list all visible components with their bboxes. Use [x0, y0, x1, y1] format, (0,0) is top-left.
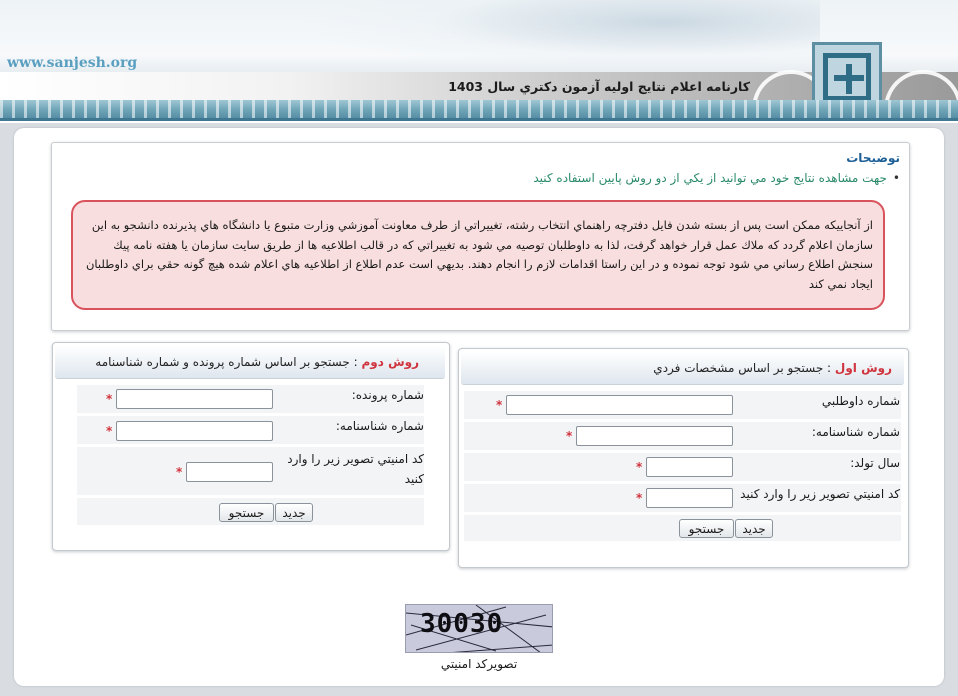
- method2-new-button[interactable]: جديد: [275, 503, 313, 522]
- warning-box: [71, 200, 885, 310]
- method1-header: [461, 352, 904, 385]
- required-mark: *: [106, 392, 113, 406]
- method1-title: جستجو بر اساس مشخصات فردي: [653, 361, 824, 375]
- method1-captcha-input[interactable]: [646, 488, 733, 508]
- method2-search-button[interactable]: جستجو: [219, 503, 274, 522]
- birth-year-input[interactable]: [646, 457, 733, 477]
- method2-separator: :: [349, 355, 362, 369]
- id-number-label: شماره شناسنامه:: [811, 425, 900, 439]
- description-title: توضيحات: [846, 151, 900, 165]
- applicant-number-label: شماره داوطلبي: [821, 394, 900, 408]
- birth-year-label: سال تولد:: [850, 456, 900, 470]
- required-mark: *: [496, 398, 503, 412]
- header-divider: [0, 118, 958, 121]
- id-number-input[interactable]: [576, 426, 733, 446]
- captcha-image: [405, 604, 553, 653]
- method1-separator: :: [823, 361, 835, 375]
- method2-label: روش دوم: [361, 355, 419, 369]
- warning-text: از آنجاييكه ممكن است پس از بسته شدن فايل دفترچه راهنماي انتخاب رشته، تغييراتي از طرف معاونت آموزشي وزارت متبوع يا دانشگاه هاي پذيرنده دانشجو به اين سازمان اعلام گردد كه ملاك عمل قرار خواهد گرفت، لذا به داوطلبان توصيه مي شود به تغييراتي كه در قالب اطلاعيه ها از طريق سايت سازمان يا هفته نامه پيك سنجش اطلاع رساني مي شود توجه نموده و در اين راستا اقدامات لازم را انجام دهند. بديهي است عدم اطلاع از اطلاعيه هاي اعلام شده هيچ گونه حقي براي داوطلبان ايجاد نمي كند: [85, 218, 873, 291]
- method2-header: [55, 346, 445, 379]
- method2-id-number-input[interactable]: [116, 421, 273, 441]
- required-mark: *: [566, 429, 573, 443]
- captcha-label: تصويركد امنيتي: [440, 657, 518, 671]
- method1-label: روش اول: [834, 361, 892, 375]
- bullet-icon: •: [892, 171, 900, 185]
- method1-new-button[interactable]: جديد: [735, 519, 773, 538]
- required-mark: *: [106, 424, 113, 438]
- required-mark: *: [636, 491, 643, 505]
- header-background-art: [300, 0, 820, 75]
- logo-frame: [823, 53, 871, 101]
- logo-mark-horizontal: [834, 75, 864, 81]
- method2-captcha-input[interactable]: [186, 462, 273, 482]
- captcha-code: 30030: [420, 609, 504, 639]
- method2-title: جستجو بر اساس شماره پرونده و شماره شناسنامه: [95, 355, 350, 369]
- required-mark: *: [636, 460, 643, 474]
- method1-search-button[interactable]: جستجو: [679, 519, 734, 538]
- method1-captcha-label: كد امنيتي تصوير زير را وارد كنيد: [740, 487, 900, 501]
- description-hint: [533, 171, 900, 185]
- page-title: كارنامه اعلام نتايج اوليه آزمون دكتري سال 1403: [448, 79, 750, 94]
- file-number-label: شماره پرونده:: [351, 388, 424, 402]
- site-url-link[interactable]: www.sanjesh.org: [7, 55, 138, 71]
- header-pattern-strip: [0, 100, 958, 120]
- description-hint-text: جهت مشاهده نتايج خود مي توانيد از يكي از دو روش پايين استفاده كنيد: [533, 171, 887, 185]
- site-header: [0, 0, 958, 123]
- applicant-number-input[interactable]: [506, 395, 733, 415]
- method2-id-number-label: شماره شناسنامه:: [335, 419, 424, 433]
- method2-captcha-label: كد امنيتي تصوير زير را وارد كنيد: [287, 452, 424, 486]
- required-mark: *: [176, 465, 183, 479]
- file-number-input[interactable]: [116, 389, 273, 409]
